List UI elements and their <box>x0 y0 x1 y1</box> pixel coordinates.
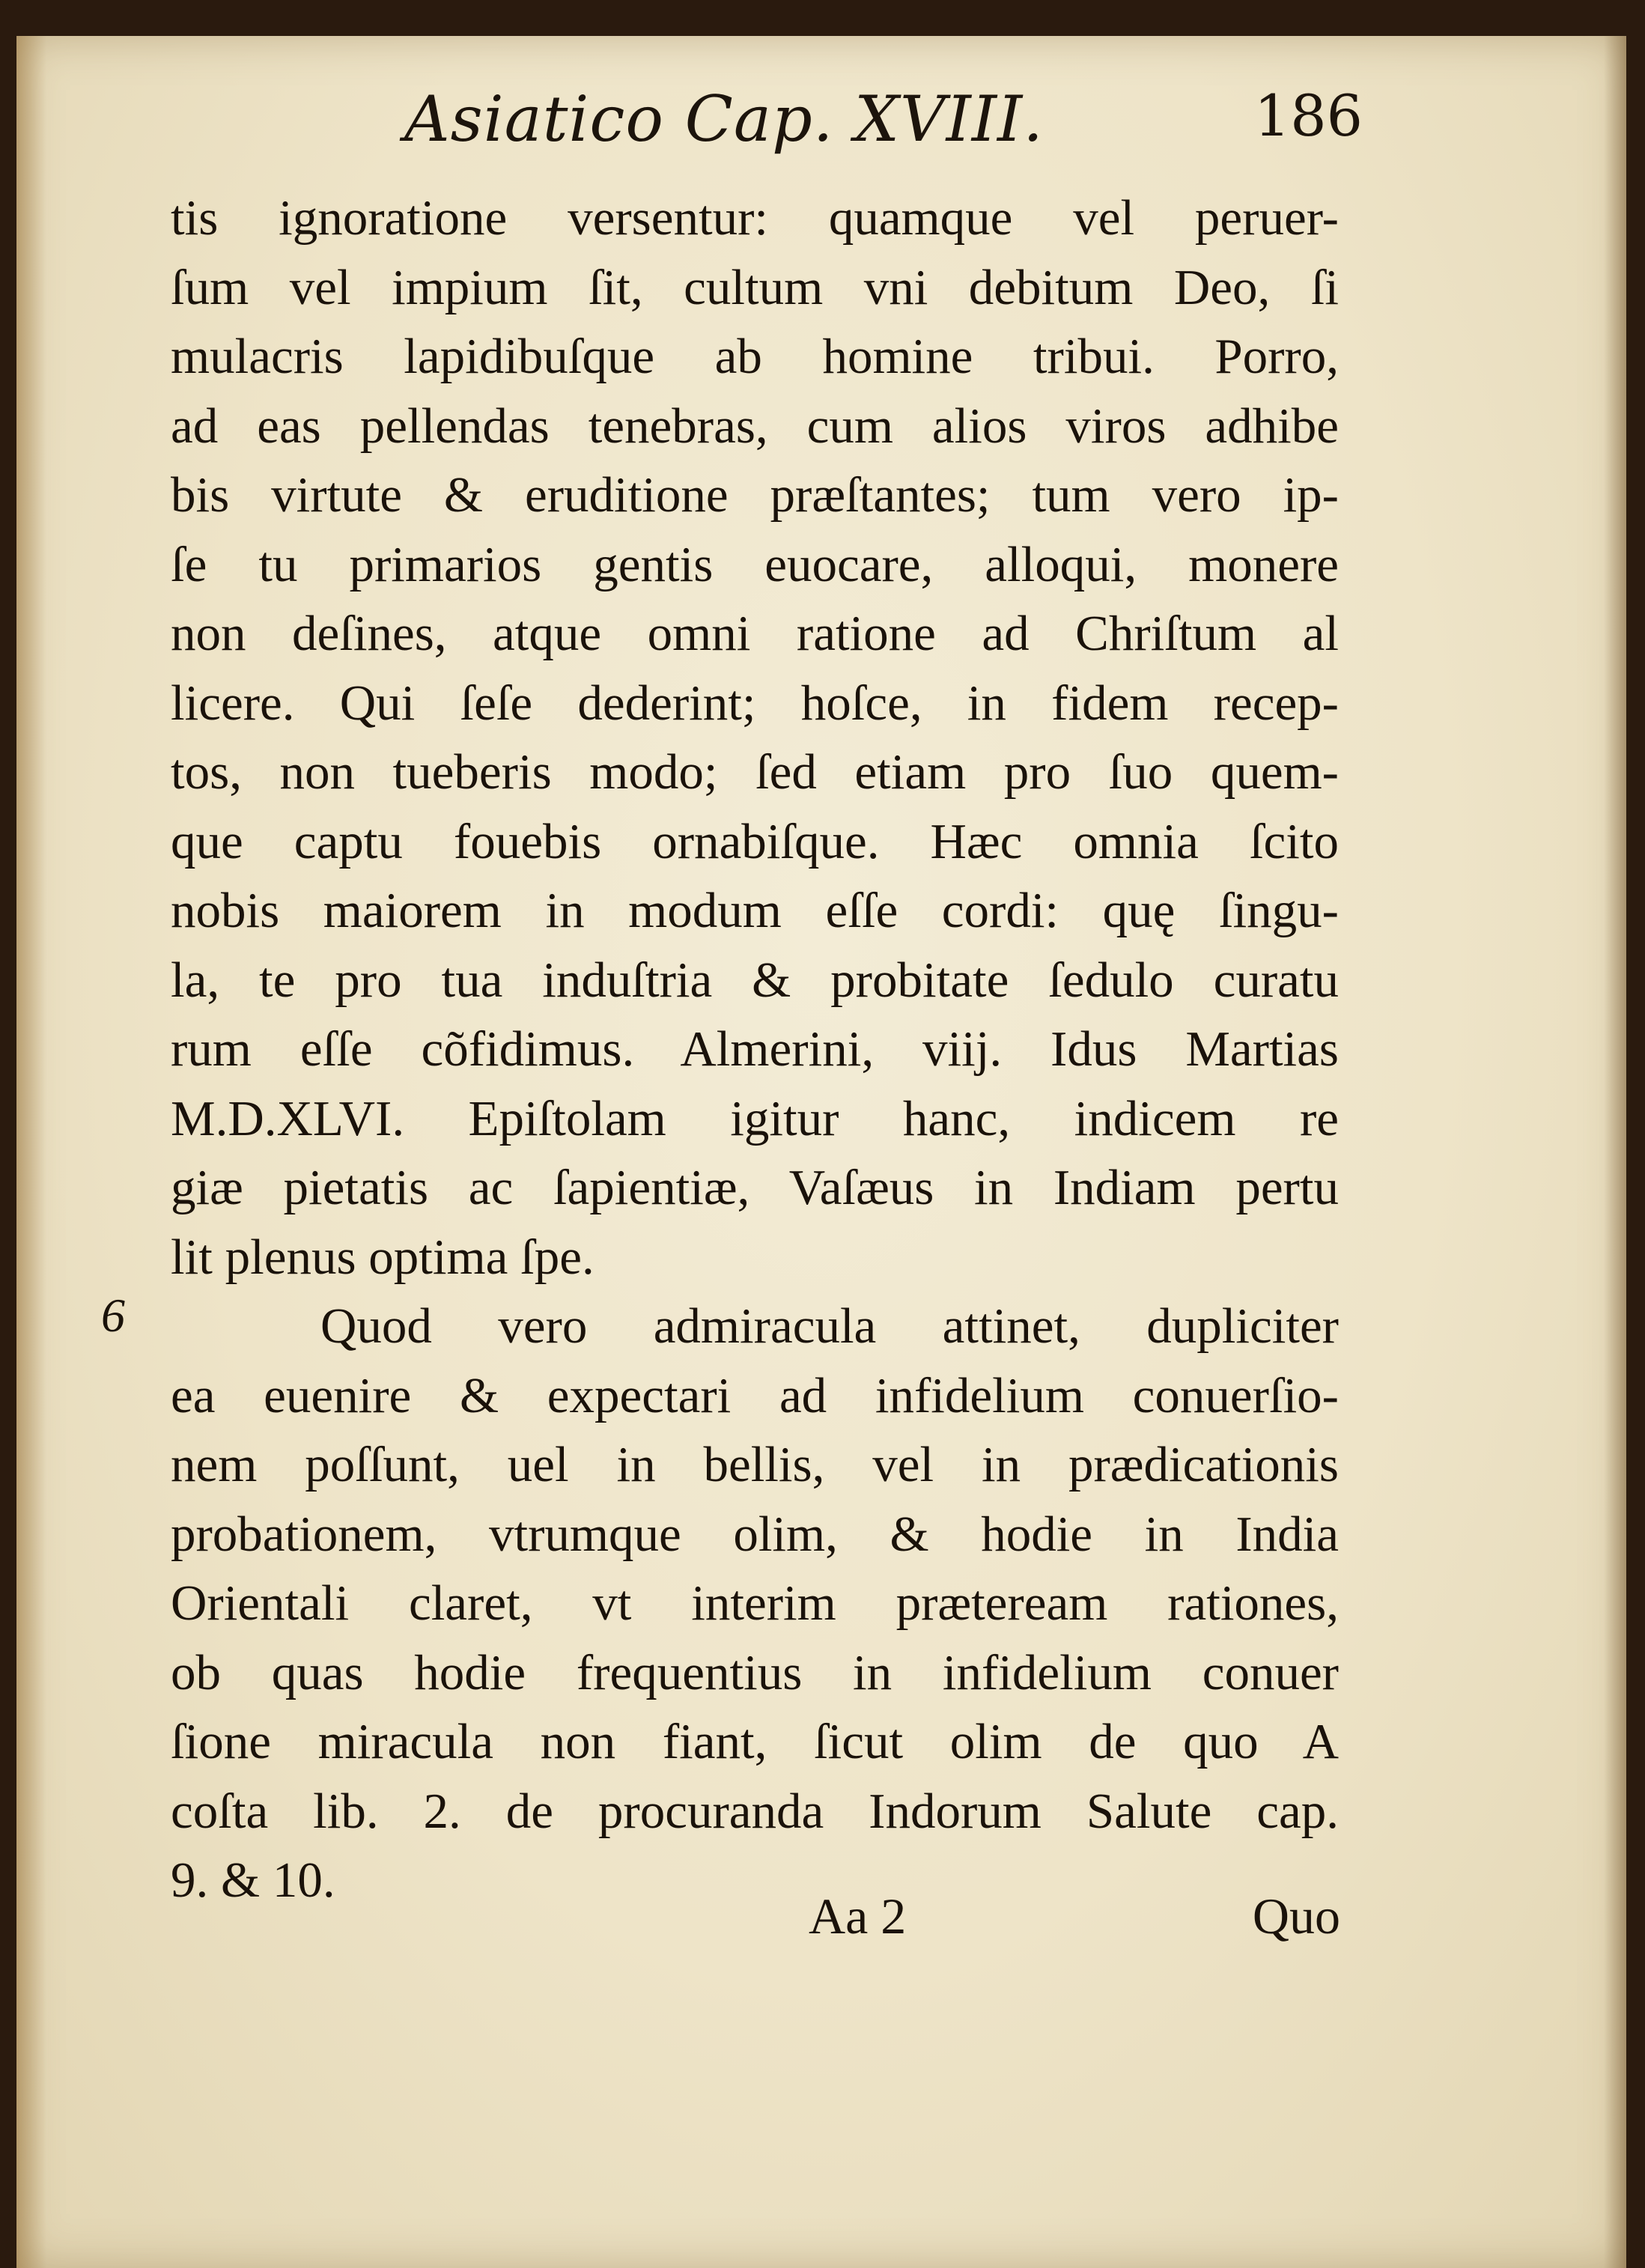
text-line: ſe tu primarios gentis euocare, alloqui, monere <box>171 536 1339 592</box>
text-line: nobis maiorem in modum eſſe cordi: quę ſingu- <box>171 883 1339 938</box>
text-line: non deſines, atque omni ratione ad Chriſtum al <box>171 606 1339 661</box>
body-text <box>171 183 1339 1915</box>
text-line: mulacris lapidibuſque ab homine tribui. Porro, <box>171 329 1339 384</box>
text-line: rum eſſe cõfidimus. Almerini, viij. Idus Martias <box>171 1021 1339 1077</box>
text-line: giæ pietatis ac ſapientiæ, Vaſæus in Indiam pertu <box>171 1160 1339 1215</box>
text-line: tos, non tueberis modo; ſed etiam pro ſuo quem- <box>171 744 1339 800</box>
text-line: Orientali claret, vt interim præteream rationes, <box>171 1575 1339 1631</box>
text-line: ſum vel impium ſit, cultum vni debitum Deo, ſi <box>171 259 1339 315</box>
catchword: Quo <box>1252 1888 1340 1945</box>
text-line: probationem, vtrumque olim, & hodie in India <box>171 1506 1339 1562</box>
text-line: la, te pro tua induſtria & probitate ſedulo curatu <box>171 952 1339 1008</box>
text-line: lit plenus optima ſpe. <box>171 1229 595 1285</box>
page-number: 186 <box>1253 82 1363 149</box>
text-line: 9. & 10. <box>171 1852 335 1908</box>
text-line: ob quas hodie frequentius in infidelium conuer <box>171 1644 1339 1700</box>
text-line: ea euenire & expectari ad infidelium conuerſio- <box>171 1367 1339 1423</box>
text-line: que captu fouebis ornabiſque. Hæc omnia ſcito <box>171 813 1339 869</box>
text-line: licere. Qui ſeſe dederint; hoſce, in fidem recep- <box>171 675 1339 731</box>
text-line: tis ignoratione versentur: quamque vel peruer- <box>171 190 1339 246</box>
signature-mark: Aa 2 <box>809 1888 907 1945</box>
text-line: nem poſſunt, uel in bellis, vel in prædicationis <box>171 1437 1339 1492</box>
text-line: ad eas pellendas tenebras, cum alios viros adhibe <box>171 398 1339 454</box>
text-line: bis virtute & eruditione præſtantes; tum vero ip- <box>171 467 1339 523</box>
page-footer <box>809 1887 1340 1954</box>
text-line: coſta lib. 2. de procuranda Indorum Salute cap. <box>171 1783 1339 1839</box>
margin-paragraph-number: 6 <box>101 1289 125 1342</box>
running-head: Asiatico Cap. XVIII. <box>404 82 1044 156</box>
text-line: Quod vero admiracula attinet, dupliciter <box>320 1298 1339 1354</box>
page-header <box>404 82 1363 165</box>
text-line: ſione miracula non fiant, ſicut olim de quo A <box>171 1714 1339 1769</box>
text-line: M.D.XLVI. Epiſtolam igitur hanc, indicem re <box>171 1090 1339 1146</box>
